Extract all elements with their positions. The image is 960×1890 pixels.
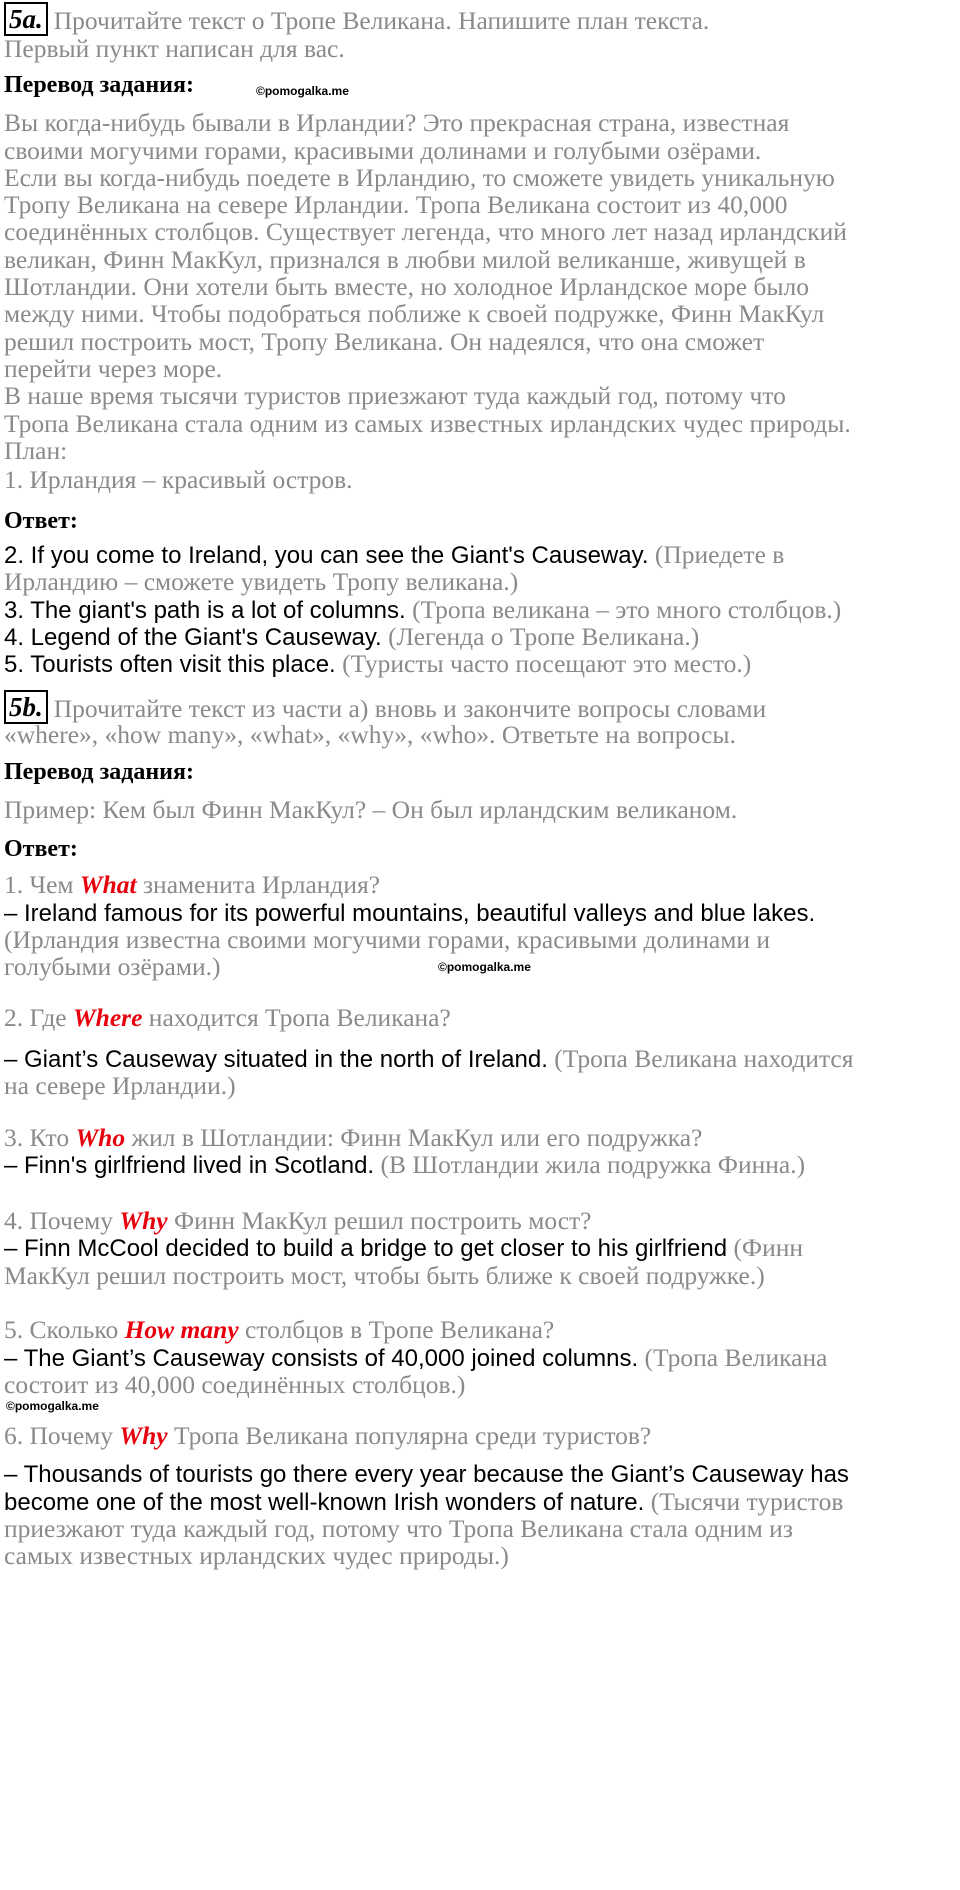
text-line: Вы когда-нибудь бывали в Ирландии? Это прекрасная страна, известная xyxy=(4,108,790,137)
text-line: Тропа Великана стала одним из самых известных ирландских чудес природы. xyxy=(4,409,851,438)
text-line: своими могучими горами, красивыми долинами и голубыми озёрами. xyxy=(4,136,762,165)
question-keyword: What xyxy=(79,870,137,899)
answer-line: 4. Legend of the Giant's Causeway. (Легенда о Тропе Великана.) xyxy=(4,622,700,651)
question-line: 1. Чем What знаменита Ирландия? xyxy=(4,870,381,899)
question-line: 3. Кто Who жил в Шотландии: Финн МакКул или его подружка? xyxy=(4,1123,703,1152)
task-5a-instruction xyxy=(4,2,709,37)
answer-line: на севере Ирландии.) xyxy=(4,1071,236,1100)
question-keyword: Why xyxy=(119,1421,168,1450)
question-line: 2. Где Where находится Тропа Великана? xyxy=(4,1003,451,1032)
question-line: 4. Почему Why Финн МакКул решил построить мост? xyxy=(4,1206,592,1235)
plan-item-1: 1. Ирландия – красивый остров. xyxy=(4,465,353,494)
plan-label: План: xyxy=(4,436,68,465)
question-keyword: Who xyxy=(75,1123,126,1152)
answer-line: приезжают туда каждый год, потому что Тропа Великана стала одним из xyxy=(4,1514,793,1543)
text-line: перейти через море. xyxy=(4,354,223,383)
answer-line: – The Giant’s Causeway consists of 40,000 joined columns. (Тропа Великана xyxy=(4,1343,828,1372)
answer-line: 3. The giant's path is a lot of columns. (Тропа великана – это много столбцов.) xyxy=(4,595,842,624)
task-5b-example: Пример: Кем был Финн МакКул? – Он был ирландским великаном. xyxy=(4,795,738,824)
answer-line: 2. If you come to Ireland, you can see the Giant's Causeway. (Приедете в xyxy=(4,540,785,569)
text-line: Если вы когда-нибудь поедете в Ирландию, то сможете увидеть уникальную xyxy=(4,163,835,192)
answer-line: 5. Tourists often visit this place. (Туристы часто посещают это место.) xyxy=(4,649,752,678)
question-keyword: Where xyxy=(73,1003,143,1032)
question-keyword: Why xyxy=(119,1206,168,1235)
task-5b-badge: 5b. xyxy=(4,690,48,724)
task-5b-instruction-line1: Прочитайте текст из части а) вновь и закончите вопросы словами xyxy=(53,694,767,723)
text-line: Шотландии. Они хотели быть вместе, но холодное Ирландское море было xyxy=(4,272,809,301)
task-5a-translation-heading: Перевод задания: xyxy=(4,72,194,98)
question-keyword: How many xyxy=(124,1315,239,1344)
answer-line: голубыми озёрами.) xyxy=(4,952,221,981)
watermark-middle: ©pomogalka.me xyxy=(438,960,531,974)
answer-line: Ирландию – сможете увидеть Тропу великана.) xyxy=(4,567,519,596)
question-line: 5. Сколько How many столбцов в Тропе Великана? xyxy=(4,1315,555,1344)
task-5a-instruction-line1: Прочитайте текст о Тропе Великана. Напишите план текста. xyxy=(53,6,710,35)
watermark-top: ©pomogalka.me xyxy=(256,84,349,98)
answer-line: (Ирландия известна своими могучими горами, красивыми долинами и xyxy=(4,925,771,954)
answer-line: – Giant’s Causeway situated in the north of Ireland. (Тропа Великана находится xyxy=(4,1044,854,1073)
task-5b-instruction-line2: «where», «how many», «what», «why», «who». Ответьте на вопросы. xyxy=(4,720,736,749)
text-line: В наше время тысячи туристов приезжают туда каждый год, потому что xyxy=(4,381,786,410)
answer-line: – Ireland famous for its powerful mountains, beautiful valleys and blue lakes. xyxy=(4,900,816,927)
answer-line: – Finn McCool decided to build a bridge to get closer to his girlfriend (Финн xyxy=(4,1233,804,1262)
answer-line: самых известных ирландских чудес природы.) xyxy=(4,1541,509,1570)
answer-line: состоит из 40,000 соединённых столбцов.) xyxy=(4,1370,466,1399)
watermark-bottom: ©pomogalka.me xyxy=(6,1399,99,1413)
text-line: решил построить мост, Тропу Великана. Он надеялся, что она сможет xyxy=(4,327,765,356)
task-5a-badge: 5a. xyxy=(4,2,48,36)
text-line: соединённых столбцов. Существует легенда, что много лет назад ирландский xyxy=(4,217,847,246)
text-line: великан, Финн МакКул, признался в любви милой великанше, живущей в xyxy=(4,245,806,274)
task-5a-instruction-line2: Первый пункт написан для вас. xyxy=(4,34,345,63)
task-5b-answer-heading: Ответ: xyxy=(4,836,78,862)
answer-line: – Thousands of tourists go there every year because the Giant’s Causeway has xyxy=(4,1461,849,1488)
text-line: Тропу Великана на севере Ирландии. Тропа Великана состоит из 40,000 xyxy=(4,190,788,219)
answer-line: МакКул решил построить мост, чтобы быть ближе к своей подружке.) xyxy=(4,1261,765,1290)
answer-line: become one of the most well-known Irish wonders of nature. (Тысячи туристов xyxy=(4,1487,844,1516)
text-line: между ними. Чтобы подобраться поближе к своей подружке, Финн МакКул xyxy=(4,299,825,328)
task-5b-translation-heading: Перевод задания: xyxy=(4,759,194,785)
answer-line: – Finn's girlfriend lived in Scotland. (В Шотландии жила подружка Финна.) xyxy=(4,1150,806,1179)
task-5a-answer-heading: Ответ: xyxy=(4,508,78,534)
question-line: 6. Почему Why Тропа Великана популярна среди туристов? xyxy=(4,1421,652,1450)
